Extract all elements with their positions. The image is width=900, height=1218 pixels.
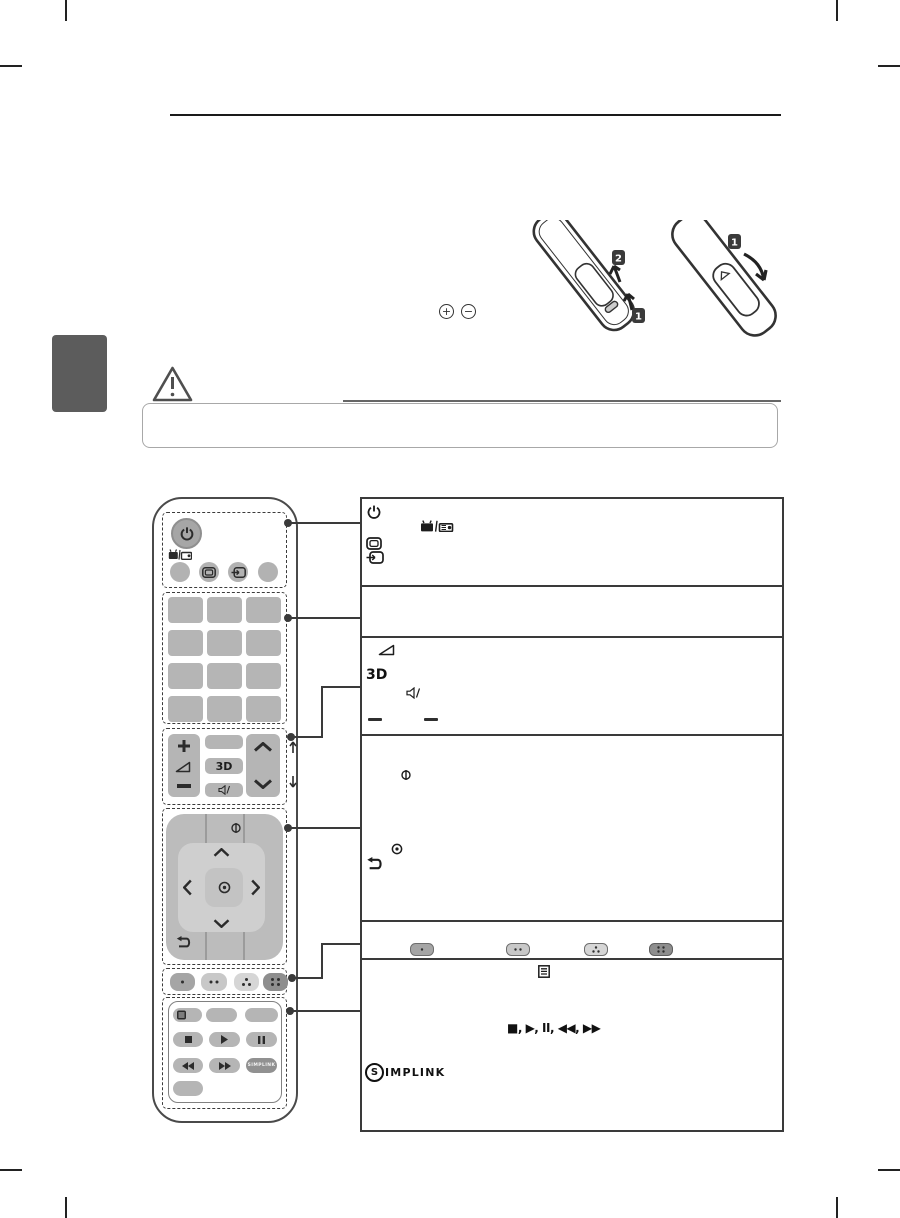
- mute-icon: [406, 687, 420, 699]
- number-button: [207, 696, 242, 722]
- blank-button: [205, 735, 243, 749]
- three-d-button: [205, 758, 243, 774]
- simplink-button: [246, 1058, 277, 1073]
- list-dash: [368, 718, 382, 721]
- step-badge-label: 1: [731, 237, 738, 249]
- number-button: [246, 630, 281, 656]
- simplink-button-label: SIMPLINK: [247, 1063, 276, 1068]
- number-button: [246, 597, 281, 623]
- callout-line: [292, 977, 323, 979]
- play-button: [209, 1032, 240, 1047]
- callout-line: [321, 686, 323, 738]
- blue-button-ref: [649, 943, 673, 956]
- number-button: [168, 630, 203, 656]
- chevron-up-icon: [253, 742, 273, 752]
- input-icon: [231, 567, 246, 578]
- green-button-ref: [506, 943, 530, 956]
- number-button: [207, 663, 242, 689]
- fast-forward-button: [209, 1058, 240, 1073]
- yellow-button-ref: [584, 943, 608, 956]
- minus-symbol: −: [463, 305, 474, 318]
- panel-divider: [362, 585, 782, 587]
- number-button: [168, 597, 203, 623]
- callout-line: [288, 522, 360, 524]
- plus-icon: [177, 739, 191, 753]
- simplink-text: IMPLINK: [385, 1065, 446, 1079]
- simplink-s: S: [370, 1066, 379, 1078]
- back-icon: [176, 936, 191, 949]
- play-icon: [221, 1035, 228, 1044]
- panel-divider: [362, 958, 782, 960]
- panel-divider: [362, 920, 782, 922]
- callout-line: [291, 736, 323, 738]
- simplink-s-circle: [365, 1063, 384, 1082]
- ratio-button: [199, 562, 219, 582]
- stop-button: [173, 1032, 203, 1047]
- ok-icon: [391, 843, 403, 855]
- panel-divider: [362, 734, 782, 736]
- power-icon: [367, 505, 381, 520]
- back-icon: [366, 857, 383, 871]
- number-button: [246, 663, 281, 689]
- power-icon: [180, 527, 194, 541]
- red-button: [170, 973, 195, 991]
- three-d-label: 3D: [215, 759, 233, 773]
- mute-button: [205, 783, 243, 797]
- ratio-icon: [366, 537, 382, 550]
- tv-rad-button: [170, 562, 190, 582]
- number-button: [207, 630, 242, 656]
- number-button: [207, 597, 242, 623]
- callout-line: [288, 617, 360, 619]
- power-button: [171, 518, 202, 549]
- blank-button: [206, 1008, 237, 1022]
- green-button: [201, 973, 227, 991]
- ratio-icon: [202, 567, 216, 578]
- ok-button: [205, 868, 243, 907]
- number-button: [168, 663, 203, 689]
- step-badge-label: 2: [615, 253, 622, 265]
- page-down-mark: [289, 775, 297, 789]
- description-panel: [360, 497, 784, 1132]
- panel-divider: [362, 636, 782, 638]
- menu-icon: [173, 1008, 202, 1022]
- tv-radio-icon: [168, 549, 192, 560]
- blank-button: [258, 562, 278, 582]
- tv-radio-icon: [420, 520, 454, 532]
- info-icon: [231, 822, 241, 834]
- nav-divider: [243, 814, 245, 843]
- fast-forward-icon: [219, 1062, 231, 1070]
- blue-button: [263, 973, 288, 991]
- callout-line: [288, 827, 360, 829]
- menu-button: [173, 1008, 202, 1022]
- rewind-button: [173, 1058, 203, 1073]
- info-icon: [401, 769, 411, 781]
- media-icons-text: [507, 1021, 617, 1035]
- list-icon: [538, 965, 550, 978]
- nav-left-button: [183, 879, 192, 896]
- callout-line: [321, 943, 323, 979]
- mute-icon: [218, 785, 230, 795]
- three-d-label: [366, 667, 387, 683]
- number-button: [246, 696, 281, 722]
- nav-divider: [205, 931, 207, 960]
- nav-right-button: [251, 879, 260, 896]
- callout-line: [321, 686, 360, 688]
- red-button-ref: [410, 943, 434, 956]
- callout-line: [290, 1010, 360, 1012]
- nav-divider: [243, 931, 245, 960]
- input-button: [228, 562, 248, 582]
- input-icon: [366, 551, 384, 564]
- page-up-mark: [289, 740, 297, 754]
- nav-up-button: [213, 848, 230, 857]
- blank-button: [245, 1008, 278, 1022]
- nav-down-button: [213, 919, 230, 928]
- callout-line: [321, 943, 360, 945]
- volume-icon: [175, 761, 191, 773]
- ok-icon: [218, 881, 231, 894]
- nav-divider: [205, 814, 207, 843]
- blank-button: [173, 1081, 203, 1096]
- three-d-text: 3D: [366, 667, 388, 683]
- volume-icon: [378, 644, 395, 656]
- pause-button: [246, 1032, 277, 1047]
- yellow-button: [234, 973, 259, 991]
- chevron-down-icon: [253, 779, 273, 789]
- minus-icon: [177, 784, 191, 788]
- simplink-logo: [365, 1063, 445, 1081]
- stop-icon: [185, 1036, 192, 1043]
- list-dash: [424, 718, 438, 721]
- pause-icon: [258, 1036, 265, 1044]
- step-badge-label: 1: [635, 311, 642, 323]
- plus-symbol: +: [441, 305, 452, 318]
- number-button: [168, 696, 203, 722]
- rewind-icon: [182, 1062, 194, 1070]
- media-sequence: ■, ▶, II, ◀◀, ▶▶: [507, 1021, 601, 1035]
